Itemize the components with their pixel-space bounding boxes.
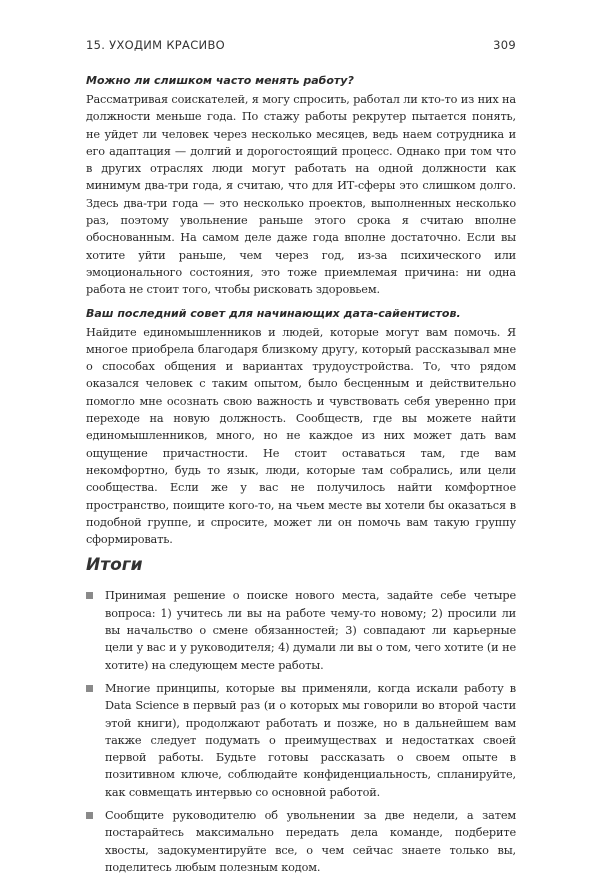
qa-block-job-change [86,73,516,299]
square-bullet-icon [86,812,93,819]
running-header [86,38,516,54]
list-item [86,587,516,673]
answer-paragraph: Рассматривая соискателей, я могу спросить, работал ли кто-то из них на должности меньше года. По стажу работы рекрутер пытается понять, не уйдет ли человек через несколько месяцев, ведь наем сотрудника и его адаптация — долгий и дорогостоящий процесс. Однако при том что в других отраслях люди могут работать на одной должности как минимум два-три года, я считаю, что для ИТ-сферы это слишком долго. Здесь два-три года — это несколько проектов, выполненных несколько раз, поэтому увольнение раньше этого срока я считаю вполне обоснованным. На самом деле даже года вполне достаточно. Если вы хотите уйти раньше, чем через год, из-за психического или эмоционального состояния, это тоже приемлемая причина: ни одна работа не стоит того, чтобы рисковать здоровьем. [86,93,516,297]
square-bullet-icon [86,592,93,599]
list-item-text: Многие принципы, которые вы применяли, когда искали работу в Data Science в первый раз (и о которых мы говорили во второй части этой книги), продолжают работать и позже, но в дальнейшем вам также следует подумать о преимуществах и недостатках своей первой работы. Будьте готовы рассказать о своем опыте в позитивном ключе, соблюдайте конфиденциальность, спланируйте, как совмещать интервью со основной работой. [105,681,516,799]
chapter-title: 15. УХОДИМ КРАСИВО [86,38,225,52]
square-bullet-icon [86,685,93,692]
summary-heading: Итоги [86,555,143,576]
list-item-text: Сообщите руководителю об увольнении за две недели, а затем постарайтесь максимально передать дела команде, подберите хвосты, задокументируйте все, о чем сейчас знаете только вы, поделитесь любым полезным кодом. [105,808,516,874]
question-heading: Можно ли слишком часто менять работу? [86,74,354,87]
question-heading: Ваш последний совет для начинающих дата-сайентистов. [86,306,461,320]
list-item [86,680,516,801]
page-content [86,73,516,882]
page-number: 309 [493,38,516,52]
answer-paragraph: Найдите единомышленников и людей, которые могут вам помочь. Я многое приобрела благодаря близкому другу, который рассказывал мне о способах общения и вариантах трудоустройства. То, что рядом оказался человек с таким опытом, было бесценным и действительно помогло мне осознать свою важность и чувствовать себя уверенно при переходе на новую должность. Сообществ, где вы можете найти единомышленников, много, но не каждое из них может дать вам ощущение причастности. Не стоит оставаться там, где вам некомфортно, будь то язык, люди, которые там собрались, или цели сообщества. Если же у вас не получилось найти комфортное пространство, поищите кого-то, на чьем месте вы хотели бы оказаться в подобной группе, и спросите, может ли он помочь вам такую группу сформировать. [86,325,516,547]
qa-block-last-advice [86,306,516,549]
list-item [86,807,516,876]
summary-list [86,587,516,876]
list-item-text: Принимая решение о поиске нового места, задайте себе четыре вопроса: 1) учитесь ли вы на работе чему-то новому; 2) просили ли вы начальство о смене обязанностей; 3) совпадают ли карьерные цели у вас и у руководителя; 4) думали ли вы о том, чего хотите (и не хотите) на следующем месте работы. [105,589,516,672]
